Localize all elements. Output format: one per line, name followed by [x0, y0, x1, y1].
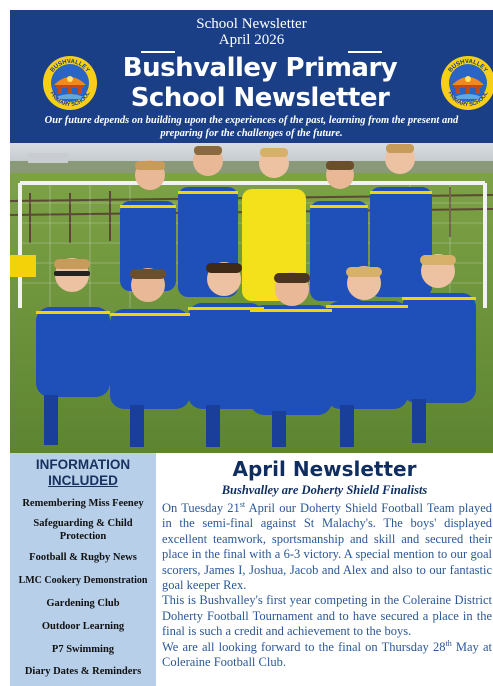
motto-line-1: Our future depends on building upon the experiences of the past, learning from the present and [44, 115, 459, 126]
p1-superscript: st [239, 499, 246, 509]
newsletter-date: April 2026 [218, 32, 285, 48]
newsletter-header [10, 10, 493, 143]
team-photo-illustration [10, 143, 493, 453]
article-body [162, 501, 492, 670]
p3-text-b: May at Coleraine Football Club. [162, 639, 492, 670]
contents-item-protection: Protection [59, 531, 107, 542]
contents-item-remembering: Remembering Miss Feeney [22, 498, 144, 509]
contents-item-gardening: Gardening Club [46, 598, 120, 609]
contents-heading-line-2: INCLUDED [48, 473, 118, 488]
crest-bottom-text: PRIMARY SCHOOL [446, 90, 490, 109]
contents-item-cookery: LMC Cookery Demonstration [18, 575, 148, 586]
p3-superscript: th [445, 638, 452, 648]
main-article [156, 453, 493, 686]
motto-line-2: preparing for the challenges of the future. [160, 128, 343, 139]
contents-item-p7-swimming: P7 Swimming [51, 644, 115, 655]
crest-top-text: BUSHVALLEY [49, 58, 91, 74]
article-paragraph-3 [162, 640, 492, 671]
team-photo [10, 143, 493, 453]
school-motto [20, 114, 483, 140]
article-subtitle: Bushvalley are Doherty Shield Finalists [221, 483, 428, 497]
crest-top-text: BUSHVALLEY [447, 58, 489, 74]
newsletter-kicker: School Newsletter [196, 16, 307, 32]
contents-heading-line-1: INFORMATION [35, 457, 131, 472]
p1-text-a: On Tuesday 21 [162, 501, 240, 515]
school-crest-right [440, 55, 493, 111]
contents-item-outdoor-learning: Outdoor Learning [41, 621, 125, 632]
crest-bottom-text: PRIMARY SCHOOL [48, 90, 92, 109]
contents-sidebar [10, 453, 156, 686]
contents-item-diary-dates: Diary Dates & Reminders [24, 666, 142, 677]
contents-heading [10, 457, 156, 489]
newsletter-title [90, 53, 430, 113]
p1-text-b: April our Doherty Shield Football Team played in the semi-final against St Malachy's. The boys' displayed excellent teamwork, sportsmanship and skill and secured their place in the final with a 6-3 victory. A special mention to our goal scorers, James I, Joshua, Jacob and Alex and also to our fantastic goal keeper Rex. [162, 501, 492, 593]
contents-item-football-rugby: Football & Rugby News [29, 552, 137, 563]
article-paragraph-1 [162, 501, 492, 593]
title-line-2: School Newsletter [130, 83, 390, 113]
p3-text-a: We are all looking forward to the final on Thursday 28 [162, 639, 446, 654]
title-line-1: Bushvalley Primary [122, 53, 398, 83]
school-crest-left [42, 55, 98, 111]
article-title: April Newsletter [232, 457, 417, 481]
article-paragraph-2: This is Bushvalley's first year competing in the Coleraine District Doherty Football Tournament and to have secured a place in the final is such a credit and achievement to the boys. [162, 593, 492, 639]
contents-item-safeguarding: Safeguarding & Child [33, 518, 133, 529]
